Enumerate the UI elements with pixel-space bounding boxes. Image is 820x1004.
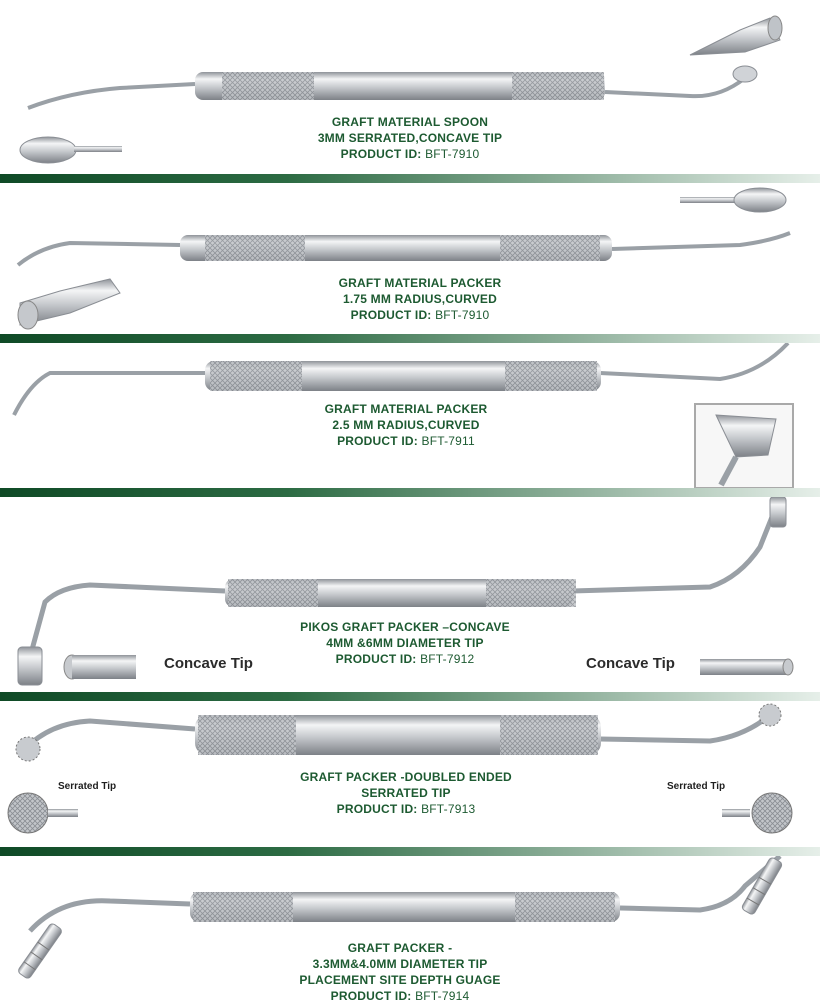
section-divider (0, 847, 820, 856)
serrated-tip-label-left: Serrated Tip (58, 781, 117, 792)
section-divider (0, 174, 820, 183)
product-spec: 3.3MM&4.0MM DIAMETER TIP (312, 957, 488, 971)
product-title: GRAFT MATERIAL SPOON (331, 115, 489, 129)
product-section-6 (0, 856, 820, 1003)
product-id-line (245, 651, 565, 667)
product-title: PIKOS GRAFT PACKER –CONCAVE (300, 620, 510, 634)
product-id-line (246, 433, 566, 449)
section-divider (0, 692, 820, 701)
product-caption-1 (250, 114, 570, 162)
product-id-label: PRODUCT ID: (335, 652, 417, 666)
product-id-value: BFT-7913 (421, 802, 476, 816)
concave-tip-label-right: Concave Tip (586, 655, 675, 672)
tip-detail-inset (694, 403, 794, 489)
section-divider (0, 334, 820, 343)
concave-tip-label-left: Concave Tip (164, 655, 253, 672)
product-id-label: PRODUCT ID: (340, 147, 422, 161)
product-spec-2: PLACEMENT SITE DEPTH GUAGE (299, 973, 501, 987)
product-title: GRAFT PACKER -DOUBLED ENDED (300, 770, 512, 784)
tip-detail-image (696, 405, 792, 487)
product-id-line (260, 307, 580, 323)
product-title: GRAFT MATERIAL PACKER (338, 276, 502, 290)
product-section-1 (0, 0, 820, 174)
product-spec: 4MM &6MM DIAMETER TIP (326, 636, 484, 650)
product-id-value: BFT-7911 (421, 434, 475, 448)
section-divider (0, 488, 820, 497)
product-id-line (250, 146, 570, 162)
serrated-tip-label-right: Serrated Tip (667, 781, 726, 792)
product-title: GRAFT MATERIAL PACKER (324, 402, 488, 416)
product-caption-5 (246, 769, 566, 817)
product-id-label: PRODUCT ID: (337, 434, 418, 448)
product-id-value: BFT-7914 (415, 989, 470, 1003)
product-id-value: BFT-7910 (425, 147, 480, 161)
product-caption-2 (260, 275, 580, 323)
product-id-label: PRODUCT ID: (330, 989, 412, 1003)
product-spec: SERRATED TIP (361, 786, 451, 800)
product-id-label: PRODUCT ID: (336, 802, 418, 816)
product-caption-3 (246, 401, 566, 449)
product-id-line (246, 801, 566, 817)
product-section-4 (0, 497, 820, 692)
product-id-label: PRODUCT ID: (350, 308, 432, 322)
product-caption-4 (245, 619, 565, 667)
product-spec: 3MM SERRATED,CONCAVE TIP (317, 131, 503, 145)
product-section-2 (0, 183, 820, 334)
product-section-5 (0, 701, 820, 847)
product-id-value: BFT-7910 (435, 308, 490, 322)
product-id-value: BFT-7912 (420, 652, 475, 666)
product-section-3 (0, 343, 820, 488)
product-id-line (240, 988, 560, 1004)
product-spec: 2.5 MM RADIUS,CURVED (332, 418, 480, 432)
product-spec: 1.75 MM RADIUS,CURVED (342, 292, 497, 306)
product-caption-6 (240, 940, 560, 1004)
product-title: GRAFT PACKER - (347, 941, 453, 955)
